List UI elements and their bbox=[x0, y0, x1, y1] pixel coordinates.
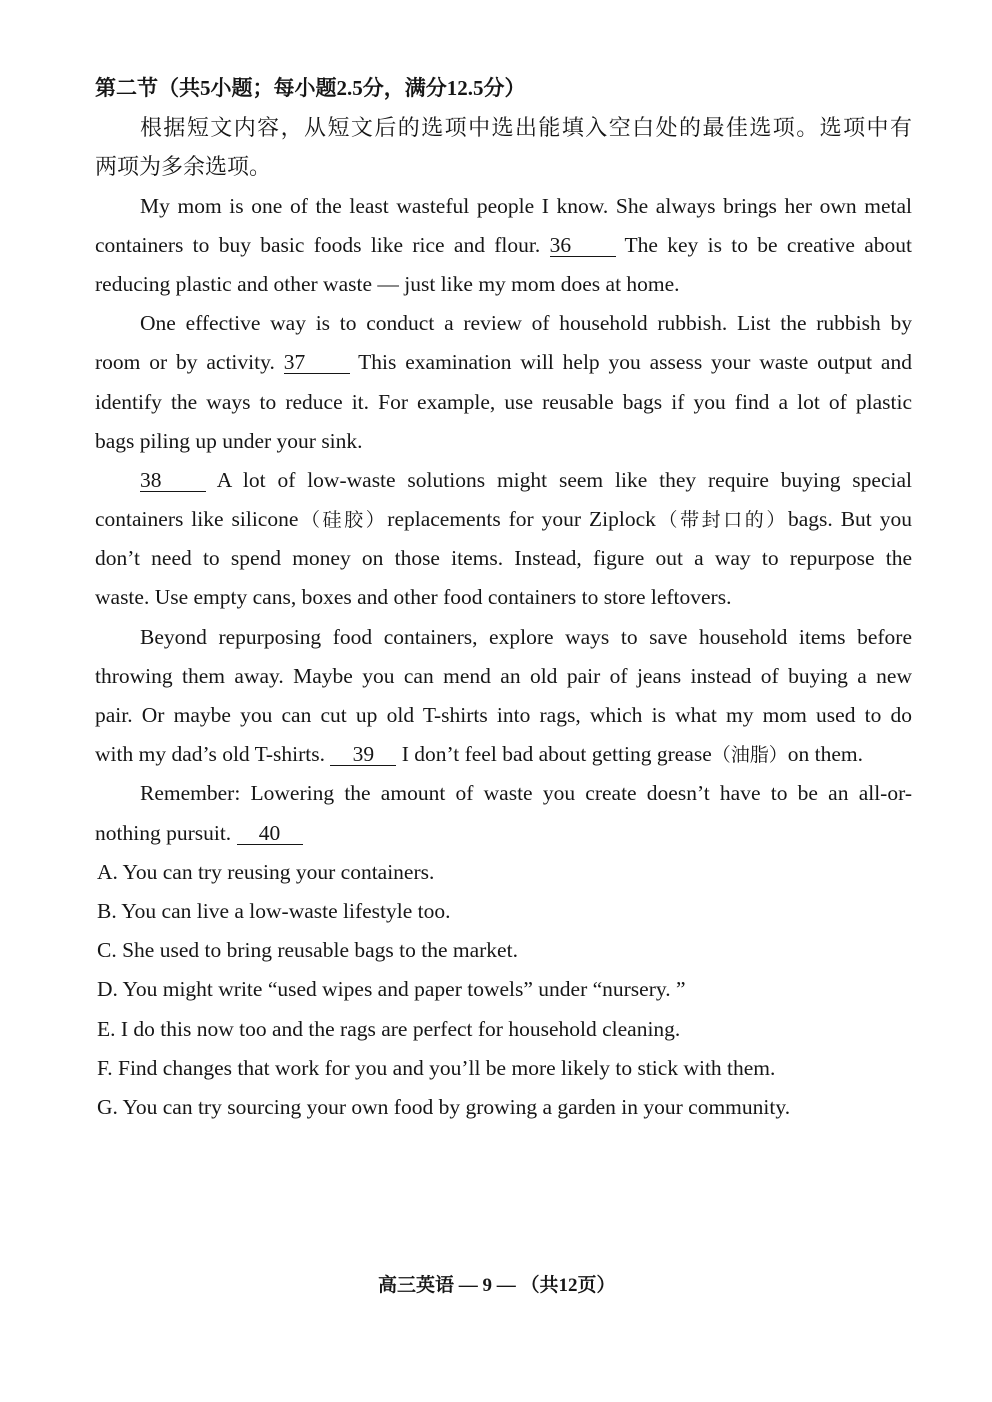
blank-37: 37 bbox=[284, 351, 350, 374]
passage-text: room or by activity. bbox=[95, 350, 275, 375]
option-b: B. You can live a low-waste lifestyle too. bbox=[97, 898, 451, 923]
instruction-line-2: 两项为多余选项。 bbox=[95, 154, 272, 180]
passage-line: pair. Or maybe you can cut up old T-shirts into rags, which is what my mom used to do bbox=[95, 703, 912, 727]
passage-line: don’t need to spend money on those items. Instead, figure out a way to repurpose the bbox=[95, 546, 912, 571]
passage-line bbox=[95, 226, 912, 265]
passage-text: on them. bbox=[787, 742, 864, 767]
passage-text: bags. But you bbox=[787, 507, 912, 532]
option-d: D. You might write “used wipes and paper towels” under “nursery. ” bbox=[97, 977, 686, 1002]
passage-line bbox=[95, 814, 912, 853]
option-a: A. You can try reusing your containers. bbox=[97, 859, 435, 884]
passage-text: I don’t feel bad about getting grease bbox=[401, 742, 712, 767]
passage-text: This examination will help you assess your waste output and bbox=[358, 350, 912, 375]
blank-39: 39 bbox=[330, 743, 396, 766]
chinese-gloss: （带封口的） bbox=[655, 510, 788, 532]
blank-36: 36 bbox=[550, 234, 616, 257]
option-e: E. I do this now too and the rags are perfect for household cleaning. bbox=[97, 1016, 681, 1041]
passage-line bbox=[95, 735, 912, 774]
section-title: 第二节（共5小题；每小题2.5分，满分12.5分） bbox=[95, 76, 526, 100]
passage-line: bags piling up under your sink. bbox=[95, 428, 363, 453]
passage-line: waste. Use empty cans, boxes and other food containers to store leftovers. bbox=[95, 585, 732, 610]
exam-page bbox=[95, 69, 912, 1127]
passage-line: Remember: Lowering the amount of waste you create doesn’t have to be an all-or- bbox=[140, 781, 912, 806]
passage-text: nothing pursuit. bbox=[95, 820, 232, 845]
option-g: G. You can try sourcing your own food by growing a garden in your community. bbox=[97, 1094, 791, 1119]
passage-line: reducing plastic and other waste — just like my mom does at home. bbox=[95, 271, 680, 296]
passage-line bbox=[95, 343, 912, 382]
chinese-gloss: （硅胶） bbox=[298, 510, 388, 532]
passage-text: The key is to be creative about bbox=[624, 232, 913, 257]
blank-38: 38 bbox=[140, 469, 206, 492]
passage-text: containers to buy basic foods like rice and flour. bbox=[95, 232, 541, 257]
passage-line bbox=[95, 461, 912, 500]
instruction-line-1: 根据短文内容，从短文后的选项中选出能填入空白处的最佳选项。选项中有 bbox=[140, 115, 912, 141]
passage-line bbox=[95, 500, 912, 539]
passage-text: replacements for your Ziplock bbox=[387, 507, 656, 532]
passage-paragraph-3 bbox=[95, 461, 912, 618]
passage-line: One effective way is to conduct a review of household rubbish. List the rubbish by bbox=[140, 311, 912, 336]
passage bbox=[95, 187, 912, 853]
passage-text: A lot of low-waste solutions might seem like they require buying special bbox=[216, 467, 912, 492]
passage-paragraph-4 bbox=[95, 618, 912, 775]
blank-40: 40 bbox=[237, 822, 303, 845]
passage-text: with my dad’s old T-shirts. bbox=[95, 742, 325, 767]
passage-paragraph-2 bbox=[95, 304, 912, 461]
passage-line: Beyond repurposing food containers, explore ways to save household items before bbox=[140, 624, 912, 649]
options-list bbox=[95, 853, 912, 1127]
option-c: C. She used to bring reusable bags to the market. bbox=[97, 938, 518, 963]
passage-text: containers like silicone bbox=[95, 507, 299, 532]
passage-line: identify the ways to reduce it. For example, use reusable bags if you find a lot of plastic bbox=[95, 389, 912, 414]
passage-line: throwing them away. Maybe you can mend an old pair of jeans instead of buying a new bbox=[95, 663, 912, 688]
passage-paragraph-1 bbox=[95, 187, 912, 305]
option-f: F. Find changes that work for you and you’ll be more likely to stick with them. bbox=[97, 1055, 776, 1080]
chinese-gloss: （油脂） bbox=[711, 745, 788, 767]
page-footer: 高三英语 — 9 — （共12页） bbox=[378, 1275, 616, 1296]
passage-line: My mom is one of the least wasteful people I know. She always brings her own metal bbox=[140, 193, 912, 218]
passage-paragraph-5 bbox=[95, 774, 912, 852]
